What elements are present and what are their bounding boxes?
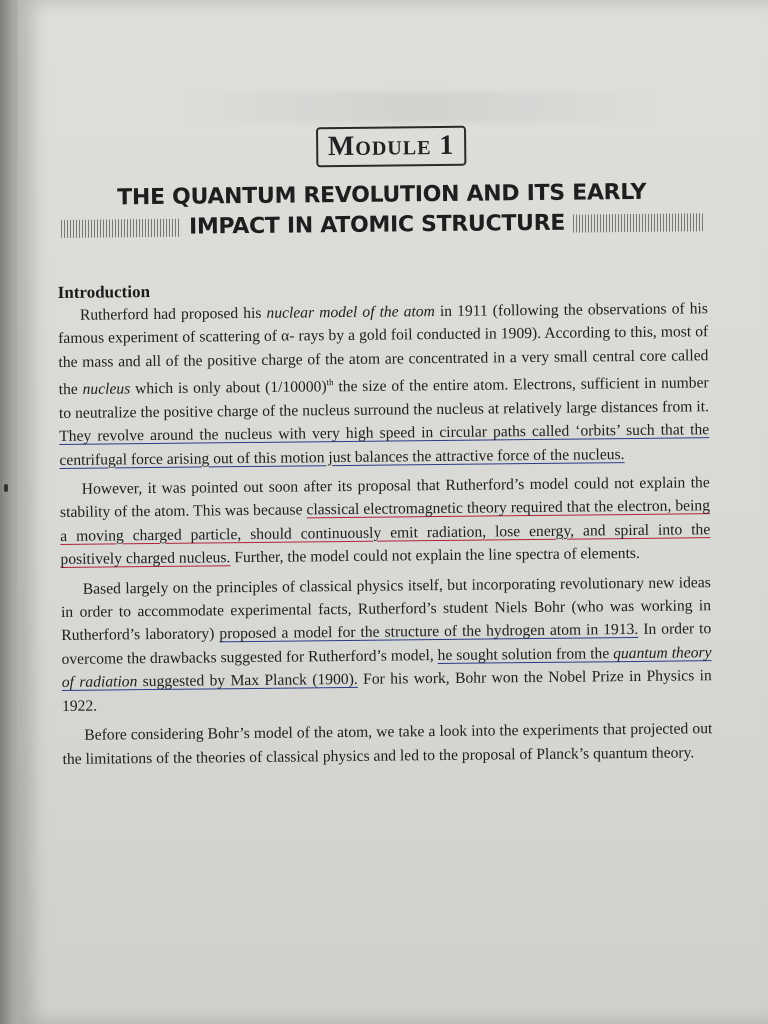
module-label: Module 1 (316, 126, 467, 168)
p1-text: - rays by a gold foil conducted in 1909). According to this, most of the mass and all of the positive charge of the atom are concentrated in a very small central core called the (58, 323, 709, 399)
p3-text: Based largely on the principles of classical physics itself, but incorporating revolutionary new ideas in order to accommodate experimental facts, Rutherford’s student Niels Bohr (who was working in Rutherford’s laboratory) (60, 573, 712, 645)
p1-text: in 1911 (following the observations of his famous experiment of scattering of (58, 300, 708, 348)
hatch-decoration-right (573, 213, 703, 232)
p1-italic-term: nucleus (82, 380, 131, 399)
paragraph-3 (61, 571, 712, 718)
chapter-title-line2: IMPACT IN ATOMIC STRUCTURE (188, 210, 566, 240)
p3-text: For his work, Bohr won the Nobel Prize in Physics in 1922. (61, 667, 712, 715)
edge-mark (4, 484, 8, 492)
chapter-title-line1: THE QUANTUM REVOLUTION AND ITS EARLY (117, 179, 647, 211)
chapter-title (57, 177, 708, 244)
module-header (76, 123, 706, 170)
show-through-smudge (178, 92, 658, 122)
pen-underline-blue: They revolve around the nucleus with very high speed in circular paths called ‘orbits’ such that the centrifugal force arising out of this motion just balances the attractive force of the nucleus. (59, 421, 710, 469)
section-heading: Introduction (57, 282, 151, 302)
paragraph-4: Before considering Bohr’s model of the atom, we take a look into the experiments that projected out the limitations of the theories of classical physics and led to the proposal of Planck’s quantum theory. (62, 720, 713, 768)
superscript: th (326, 377, 334, 388)
pen-underline-red: classical electromagnetic theory required that the electron, being a moving charged particle, should continuously emit radiation, lose energy, and spiral into the positively charged nucleus. (60, 497, 711, 569)
p1-italic-term: nuclear model of the atom (266, 303, 435, 322)
p2-text: However, it was pointed out soon after its proposal that Rutherford’s model could not explain the stability of the atom. This was because (59, 474, 710, 522)
paragraph-1 (58, 297, 710, 472)
p2-text: Further, the model could not explain the line spectra of elements. (230, 545, 640, 567)
hatch-decoration-left (61, 219, 181, 238)
pen-underline-blue: proposed a model for the structure of the hydrogen atom in 1913. (219, 621, 639, 643)
pen-underline-blue: suggested by Max Planck (1900). (137, 671, 358, 691)
p1-text: which is only about (1/10000) (130, 378, 327, 398)
p1-text: Rutherford had proposed his (79, 304, 267, 324)
book-page (18, 0, 768, 1024)
alpha-symbol: α (280, 327, 290, 346)
pen-underline-blue: he sought solution from the (437, 645, 614, 664)
page-content (56, 123, 713, 777)
p3-italic-term: quantum theory of radiation (61, 644, 712, 692)
paragraph-2 (60, 471, 711, 571)
p3-text: In order to overcome the drawbacks suggested for Rutherford’s model, (61, 620, 712, 668)
p1-text: the size of the entire atom. Electrons, sufficient in number to neutralize the positive charge of the nucleus surround the nucleus at relatively large distances from it. (58, 374, 710, 422)
